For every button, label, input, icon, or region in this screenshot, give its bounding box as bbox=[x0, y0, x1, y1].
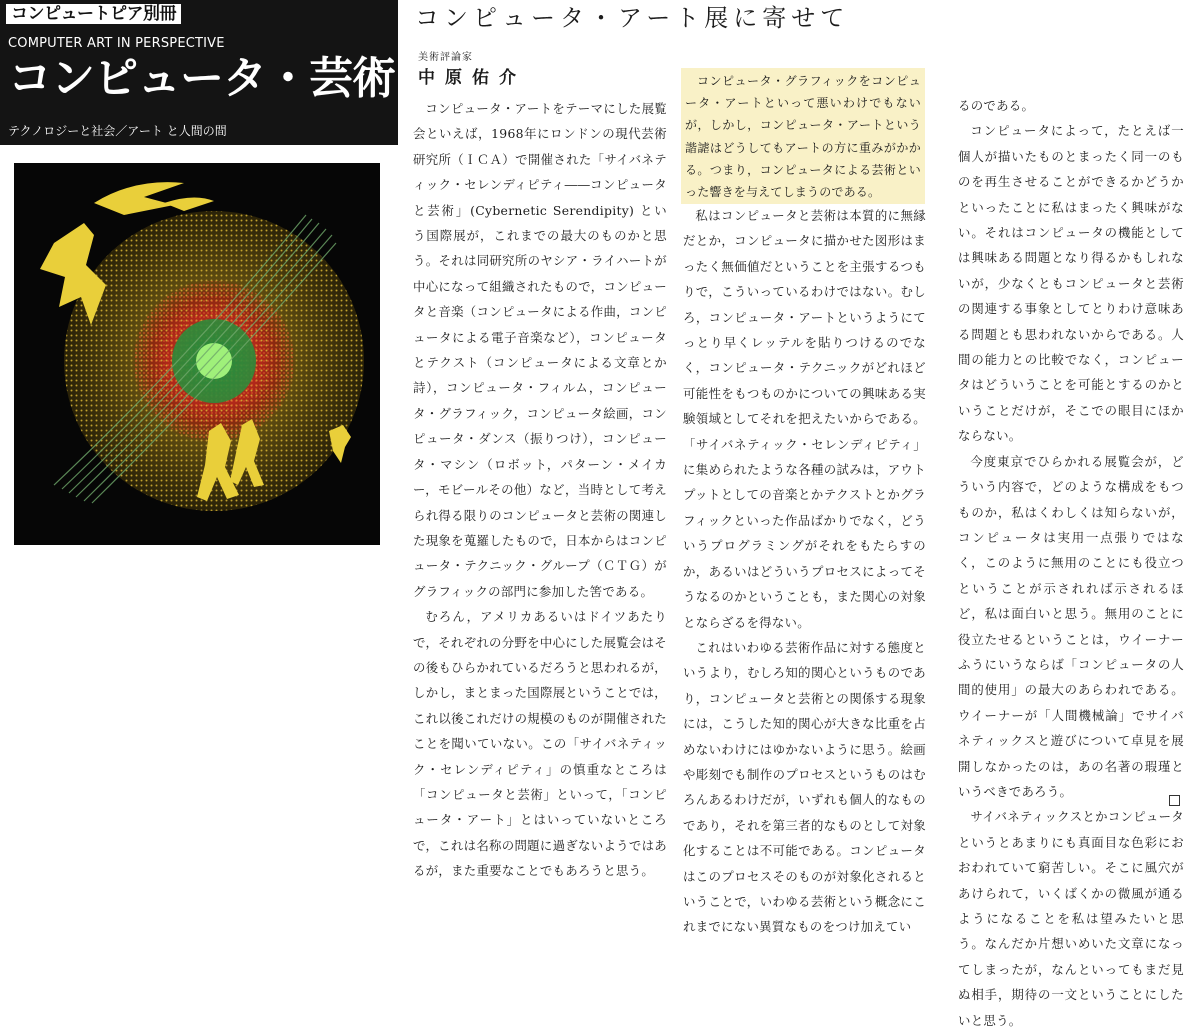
paragraph: サイバネティックスとかコンピュータというとあまりにも真面目な色彩におおわれていて窮苦しい。そこに風穴があけられて，いくばくかの微風が通るようになることを私は望みたいと思う。なんだか片想いめいた文章になってしまったが，なんといってもまだ見ぬ相手，期待の一文ということにしたいと思う。 bbox=[958, 809, 1184, 1028]
pull-quote-text: コンピュータ・グラフィックをコンピュータ・アートといって悪いわけでもないが，しかし，コンピュータ・アートという諧謔はどうしてもアートの方に重みがかかる。つまり，コンピュータによる芸術といった響きを与えてしまうのである。 bbox=[685, 74, 921, 200]
paragraph: 私はコンピュータと芸術は本質的に無縁だとか，コンピュータに描かせた図形はまったく無価値だということを主張するつもりで，こういっているわけではない。むしろ，コンピュータ・アートというようにてっとり早くレッテルを貼りつけるのでなく，コンピュータ・テクニックがどれほど可能性をもつものかについての興味ある実験領域としてそれを把えたいからである。「サイバネティック・セレンディピティ」に集められたような各種の試みは，アウトプットとしての音楽とかテクストとかグラフィックといった作品ばかりでなく，どういうプログラミングがそれをもたらすのか，あるいはどういうプロセスによってそうなるのかということも，また関心の対象とならざるを得ない。 bbox=[683, 208, 926, 630]
cover-title-ja: コンピュータ・芸術 bbox=[8, 53, 395, 104]
author-name: 中原佑介 bbox=[418, 68, 526, 88]
cover-title-band bbox=[0, 0, 398, 145]
pull-quote bbox=[681, 68, 925, 204]
paragraph: 今度東京でひらかれる展覧会が，どういう内容で，どのような構成をもつものか，私はくわしくは知らないが，コンピュータは実用一点張りではなく，このように無用のことにも役立つということが示されれば示されるほど，私は面白いと思う。無用のことに役立たせるということは，ウイーナーふうにいうならば「コンピュータの人間的使用」の最大のあらわれである。ウイーナーが「人間機械論」でサイバネティックスと遊びについて卓見を展開しなかったのは，あの名著の瑕瑾というべきであろう。 bbox=[958, 453, 1184, 799]
article-column-1 bbox=[413, 96, 667, 884]
paragraph: これはいわゆる芸術作品に対する態度というより，むしろ知的関心というものであり，コンピュータと芸術との関係する現象には，こうした知的関心が大きな比重を占めないわけにはゆかないように思う。絵画や彫刻でも制作のプロセスというものはむろんあるわけだが，いずれも個人的なものであり，それを第三者的なものとして対象化することは不可能である。コンピュータはこのプロセスそのものが対象化されるということで，いわゆる芸術という概念にこれまでにない異質なものをつけ加えてい bbox=[683, 639, 926, 935]
cover-title-en: COMPUTER ART IN PERSPECTIVE bbox=[8, 36, 225, 51]
magazine-cover bbox=[0, 0, 398, 860]
article-title: コンピュータ・アート展に寄せて bbox=[415, 4, 850, 32]
cover-magazine-name: コンピュートピア別冊 bbox=[6, 4, 181, 24]
author-role: 美術評論家 bbox=[418, 52, 473, 63]
paragraph: コンピュータによって，たとえば一個人が描いたものとまったく同一のものを再生させることができるかどうかといったことに私はまったく興味がない。それはコンピュータの機能としては興味ある問題となり得るかもしれないが，少なくともコンピュータと芸術の関連する事象としてとりわけ意味ある問題とも思われないからである。人間の能力との比較でなく，コンピュータはどういうことを可能とするのかということだけが，そこでの眼目にほかならない。 bbox=[958, 123, 1184, 444]
paragraph: コンピュータ・アートをテーマにした展覧会といえば，1968年にロンドンの現代芸術研究所（ＩＣＡ）で開催された「サイバネティック・セレンディピティ――コンピュータと芸術」(Cybernetic Serendipity) という国際展が，これまでの最大のものかと思う。それは同研究所のヤシア・ライハートが中心になって組織されたもので，コンピュータと音楽（コンピュータによる作曲，コンピュータによる電子音楽など），コンピュータとテクスト（コンピュータによる文章とか詩），コンピュータ・フィルム，コンピュータ・グラフィック，コンピュータ絵画，コンピュータ・ダンス（振りつけ），コンピュータ・マシン（ロボット，パターン・メイカー，モビールその他）など，当時として考えられ得る限りのコンピュータと芸術の関連した現象を蒐羅したもので，日本からはコンピュータ・テクニック・グループ（ＣＴＧ）がグラフィックの部門に参加した筈である。 bbox=[413, 101, 667, 599]
cover-artwork bbox=[14, 163, 380, 545]
cover-subtitle: テクノロジーと社会／アート と人間の間 bbox=[8, 124, 227, 138]
paragraph: むろん，アメリカあるいはドイツあたりで，それぞれの分野を中心にした展覧会はその後もひらかれているだろうと思われるが，しかし，まとまった国際展ということでは，これ以後これだけの規模のものが開催されたことを聞いていない。この「サイバネティック・セレンディピティ」の慎重なところは「コンピュータと芸術」といって，「コンピュータ・アート」とはいっていないところで，これは名称の問題に過ぎないようではあるが，また重要なことでもあろうと思う。 bbox=[413, 609, 667, 879]
article-column-2 bbox=[683, 203, 926, 940]
end-mark-icon bbox=[1169, 795, 1180, 806]
article-column-3 bbox=[958, 93, 1184, 1033]
paragraph: るのである。 bbox=[958, 98, 1035, 113]
